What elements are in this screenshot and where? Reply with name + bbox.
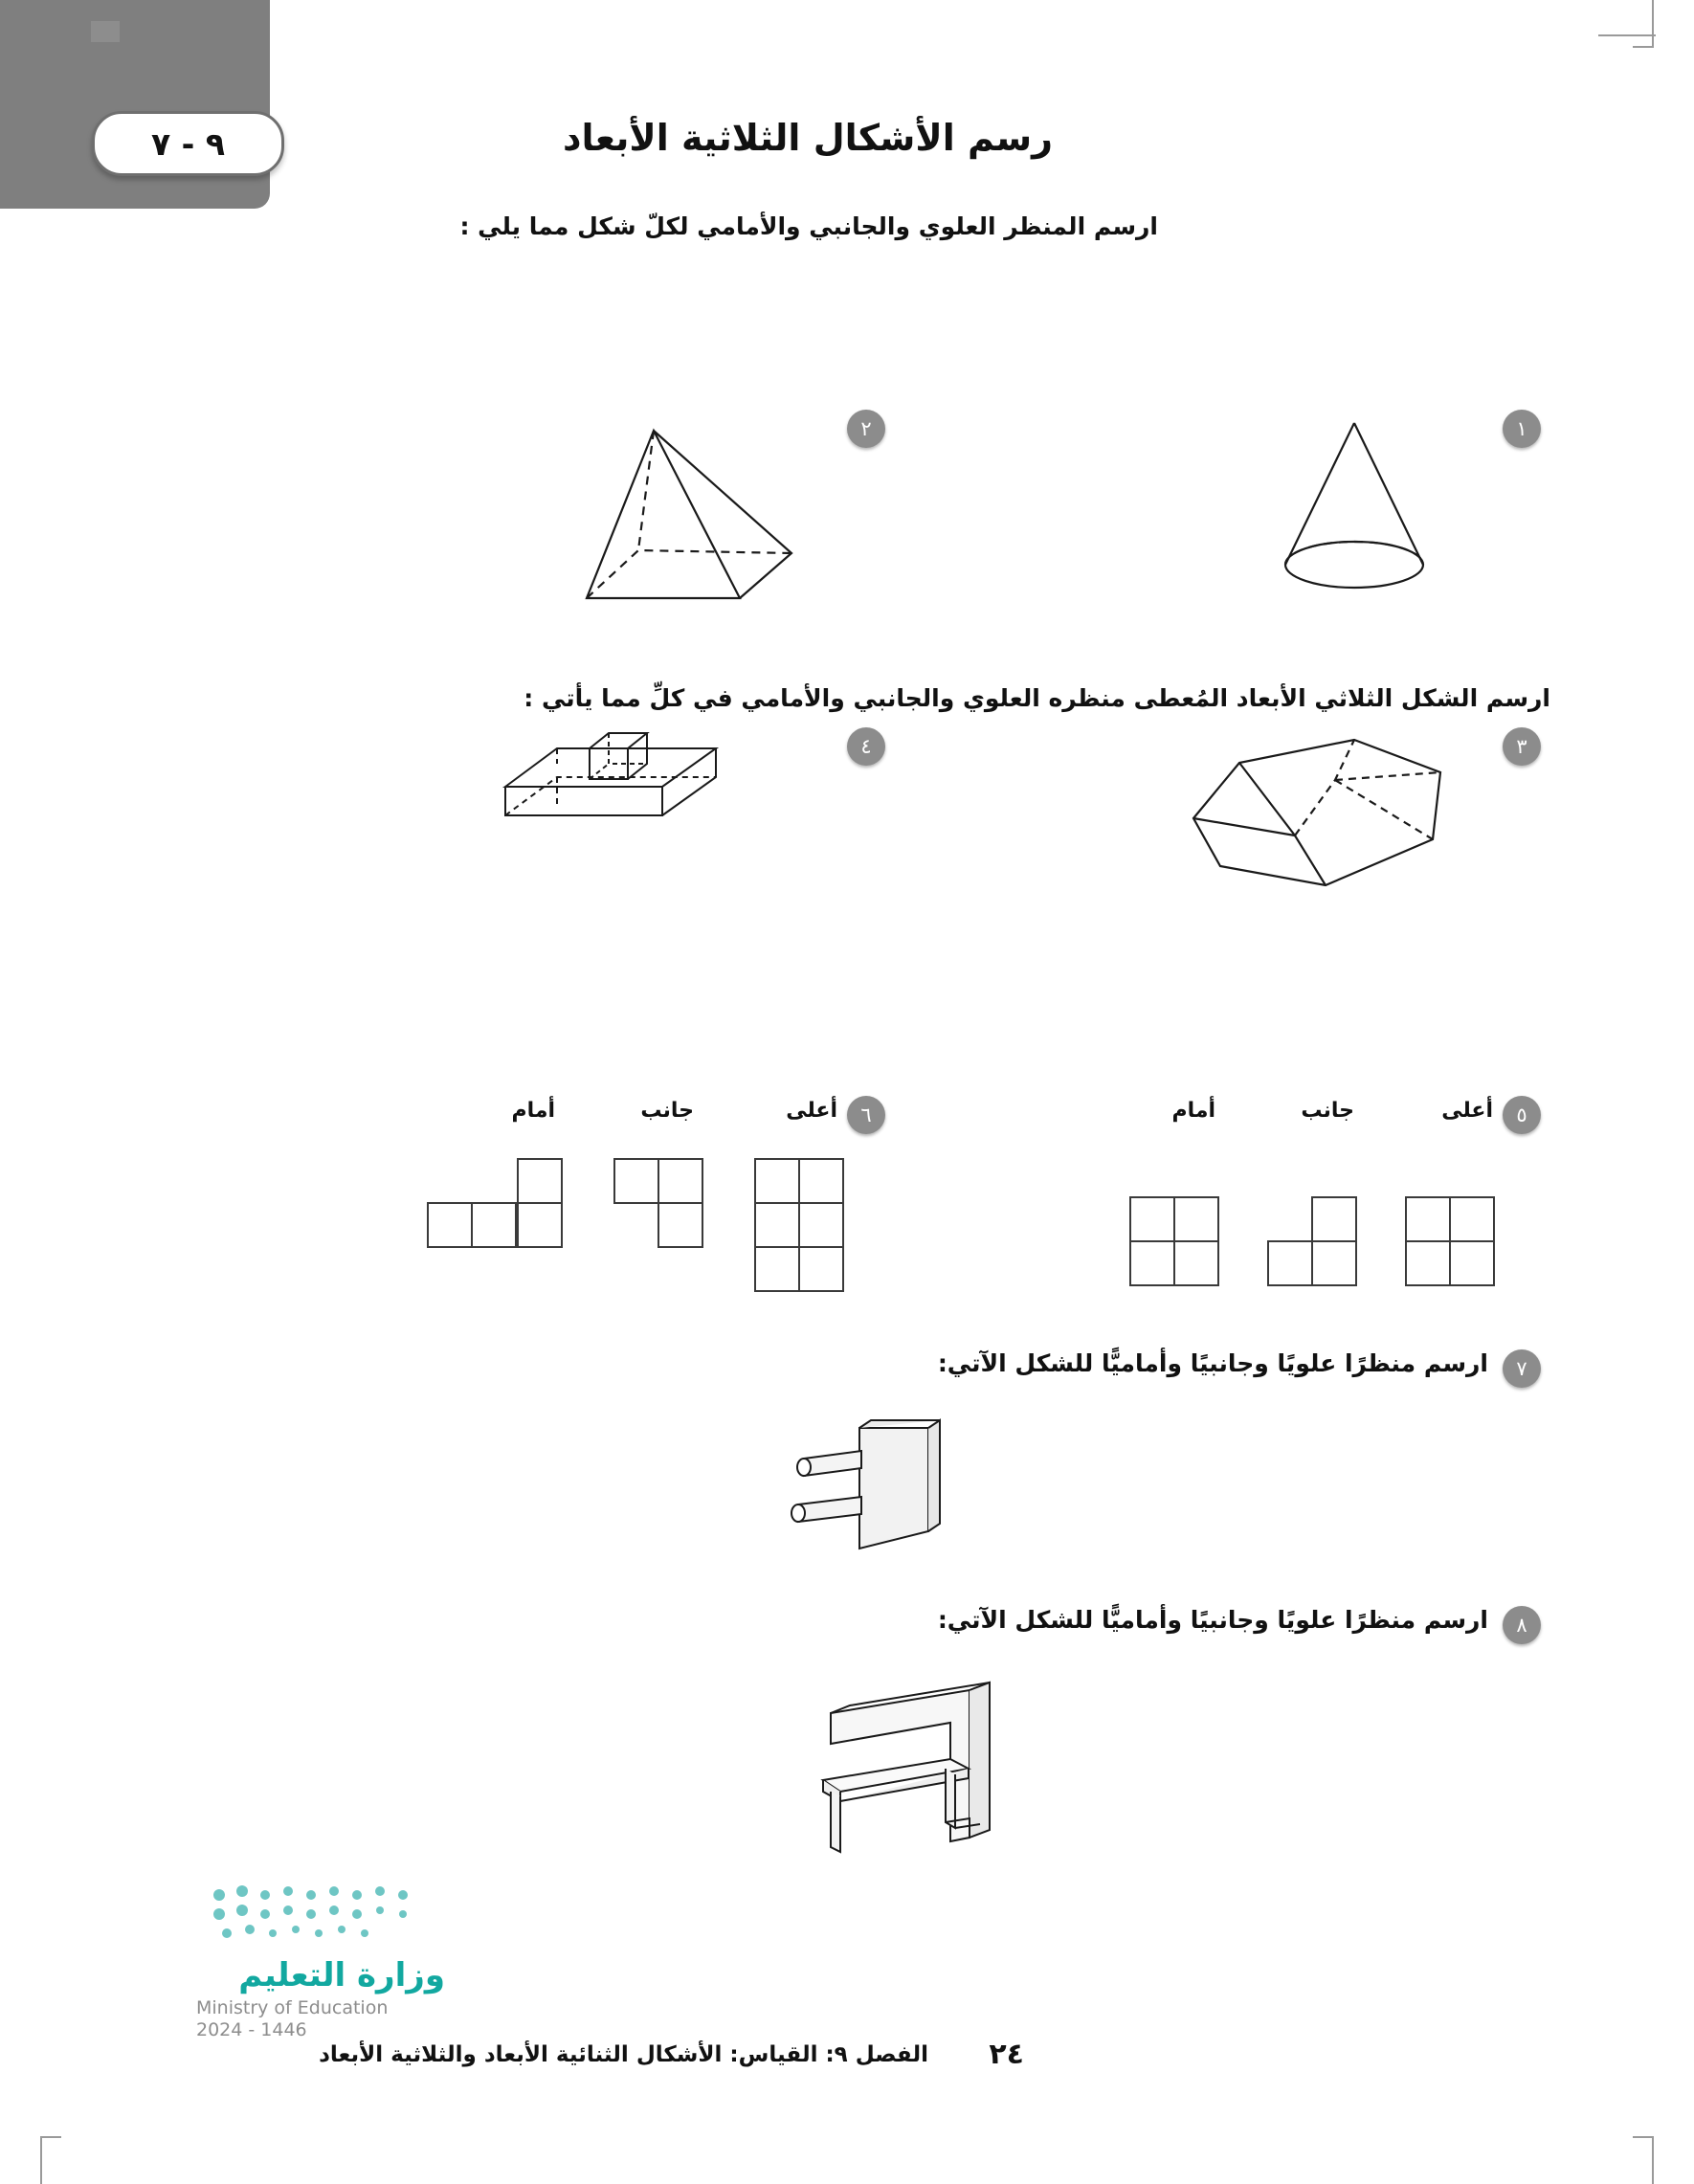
crop-mark-top-right — [1631, 0, 1654, 48]
header-notch — [91, 21, 120, 42]
view-label-top-q5: أعلى — [1441, 1099, 1493, 1123]
header-corner-block — [0, 0, 270, 209]
crop-mark-bottom-right — [1631, 2136, 1654, 2184]
ministry-year: 2024 - 1446 — [196, 2019, 307, 2040]
grid-side-q5 — [1267, 1196, 1357, 1286]
question-number-2: ٢ — [847, 410, 885, 448]
question-number-3: ٣ — [1503, 727, 1541, 766]
ministry-name-en: Ministry of Education — [196, 1997, 389, 2018]
page-title: رسم الأشكال الثلاثية الأبعاد — [562, 117, 1053, 159]
instruction-second: ارسم الشكل الثلاثي الأبعاد المُعطى منظره العلوي والجانبي والأمامي في كلِّ مما يأتي : — [524, 684, 1550, 712]
question-number-7: ٧ — [1503, 1349, 1541, 1388]
figure-bracket-with-rods — [785, 1416, 976, 1560]
question-prompt-7: ارسم منظرًا علويًا وجانبيًا وأماميًّا للشكل الآتي: — [937, 1349, 1488, 1377]
view-label-front-q5: أمام — [1171, 1099, 1215, 1123]
ministry-name-ar: وزارة التعليم — [238, 1956, 445, 1995]
figure-cone — [1249, 412, 1460, 622]
figure-square-pyramid — [569, 412, 809, 622]
grid-front-q5 — [1129, 1196, 1219, 1286]
instruction-first: ارسم المنظر العلوي والجانبي والأمامي لكلّ شكل مما يلي : — [459, 212, 1158, 240]
grid-top-q5 — [1405, 1196, 1495, 1286]
view-label-side-q6: جانب — [640, 1099, 694, 1123]
ministry-dots-icon — [206, 1882, 445, 1949]
lesson-number-badge: ٩ - ٧ — [92, 111, 284, 176]
footer-chapter-line: الفصل ٩: القياس: الأشكال الثنائية الأبعاد والثلاثية الأبعاد — [319, 2042, 928, 2067]
crop-mark-tr-h — [1633, 46, 1654, 48]
view-label-side-q5: جانب — [1301, 1099, 1354, 1123]
question-number-5: ٥ — [1503, 1096, 1541, 1134]
crop-mark-bl-h — [40, 2136, 61, 2138]
grid-side-q6 — [613, 1158, 703, 1248]
crop-mark-top-edge — [1598, 34, 1656, 36]
grid-top-q6 — [754, 1158, 844, 1294]
view-label-top-q6: أعلى — [786, 1099, 837, 1123]
figure-bench-against-wall — [802, 1677, 1013, 1868]
question-number-1: ١ — [1503, 410, 1541, 448]
crop-mark-bottom-left — [40, 2136, 63, 2184]
question-number-6: ٦ — [847, 1096, 885, 1134]
view-label-front-q6: أمام — [511, 1099, 555, 1123]
figure-slab-with-cube — [498, 727, 737, 861]
crop-mark-br-h — [1633, 2136, 1654, 2138]
page-number: ٢٤ — [989, 2038, 1024, 2071]
ministry-logo — [196, 1882, 445, 2040]
figure-hexagonal-prism — [1182, 723, 1460, 914]
grid-front-q6 — [427, 1158, 563, 1248]
question-prompt-8: ارسم منظرًا علويًا وجانبيًا وأماميًّا للشكل الآتي: — [937, 1606, 1488, 1634]
question-number-8: ٨ — [1503, 1606, 1541, 1644]
question-number-4: ٤ — [847, 727, 885, 766]
